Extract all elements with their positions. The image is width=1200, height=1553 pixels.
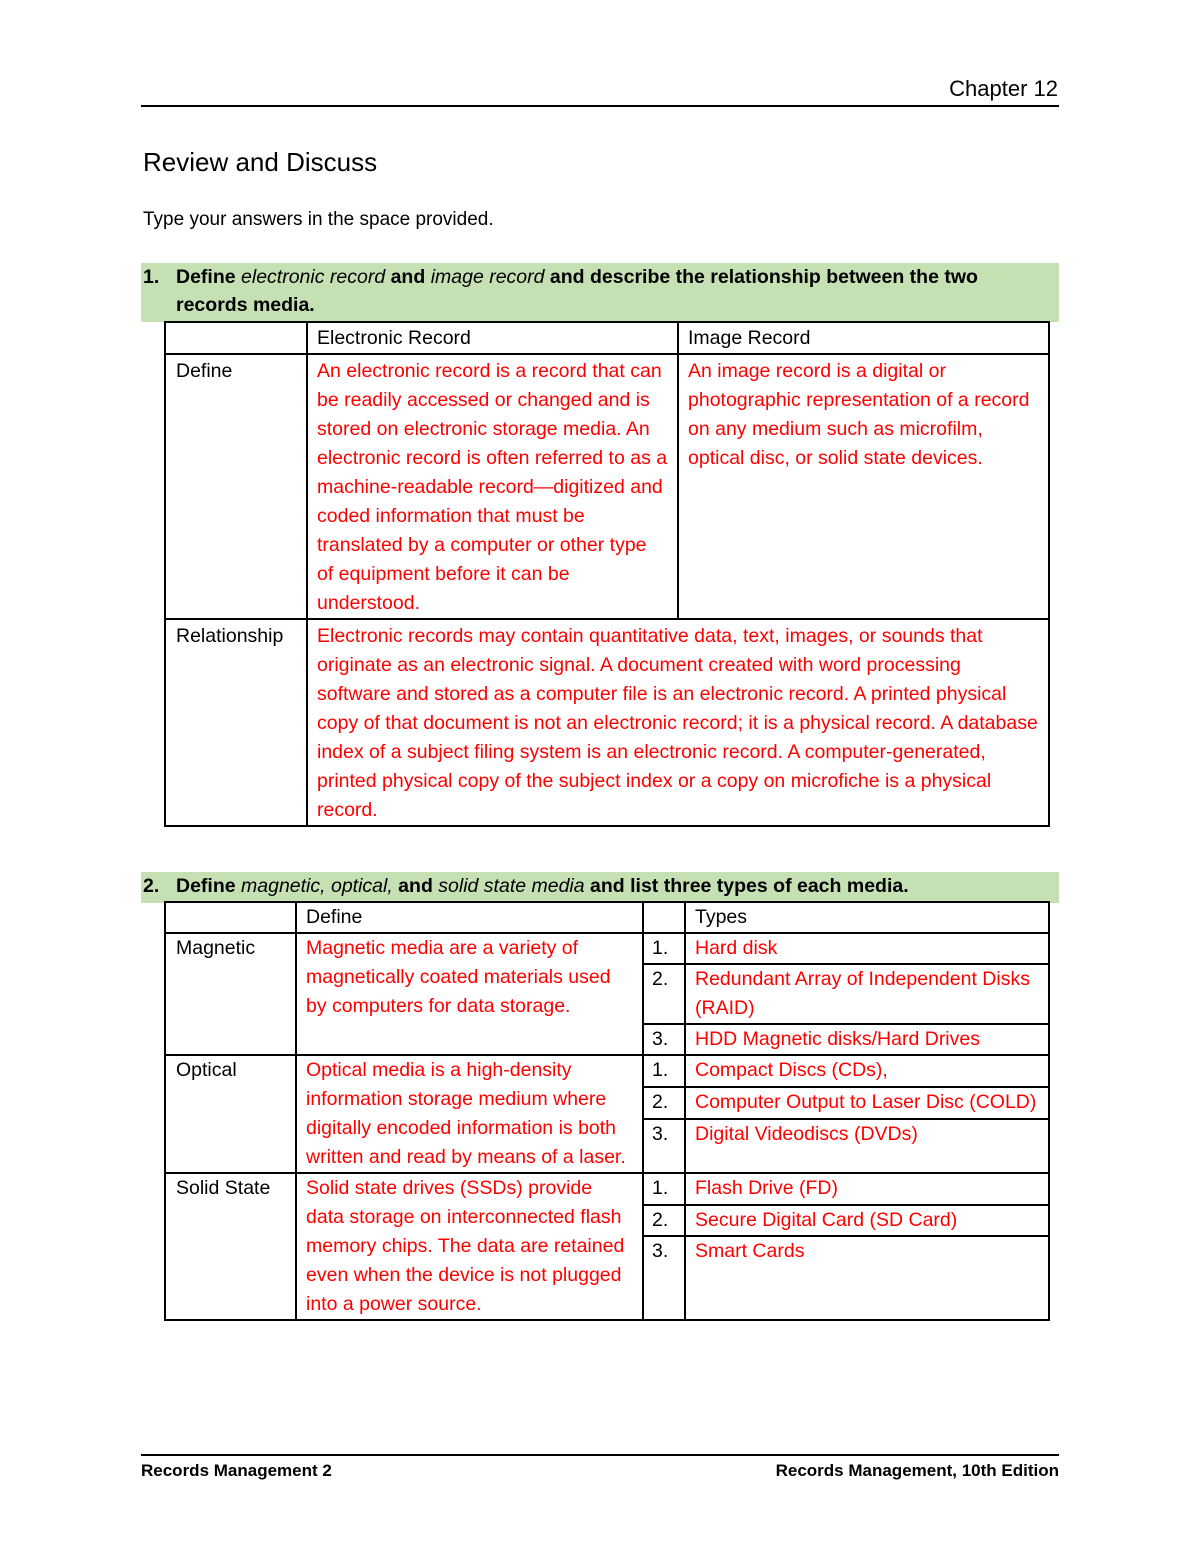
table-row-solid-state	[165, 1173, 1049, 1205]
instructions: Type your answers in the space provided.	[143, 209, 494, 230]
question-2-table	[164, 901, 1050, 1321]
type-number: 2.	[643, 964, 685, 1024]
table-header-row	[165, 322, 1049, 354]
column-header-define: Define	[296, 902, 643, 933]
row-label-optical: Optical	[165, 1055, 296, 1173]
column-header-electronic: Electronic Record	[307, 322, 678, 354]
type-number: 1.	[643, 1055, 685, 1087]
question-1-number: 1.	[143, 266, 160, 288]
table-row-magnetic	[165, 933, 1049, 964]
answer-electronic-definition[interactable]: An electronic record is a record that can be readily accessed or changed and is stored on electronic storage media. An electronic record is often referred to as a machine-readable record—digitized and coded information that must be translated by a computer or other type of equipment before it can be understood.	[307, 354, 678, 619]
corner-cell	[165, 902, 296, 933]
question-1-table	[164, 321, 1050, 827]
question-1-banner	[141, 263, 1059, 322]
question-1-line-1: Define electronic record and image record and describe the relationship between the two	[176, 266, 978, 288]
table-header-row	[165, 902, 1049, 933]
answer-solid-state-definition[interactable]: Solid state drives (SSDs) provide data storage on interconnected flash memory chips. The data are retained even when the device is not plugged into a power source.	[296, 1173, 643, 1320]
question-2-banner	[141, 872, 1059, 903]
answer-relationship[interactable]: Electronic records may contain quantitative data, text, images, or sounds that originate as an electronic signal. A document created with word processing software and stored as a computer file is an electronic record. A printed physical copy of that document is not an electronic record; it is a physical record. A database index of a subject filing system is an electronic record. A computer-generated, printed physical copy of the subject index or a copy on microfiche is a physical record.	[307, 619, 1049, 826]
section-title: Review and Discuss	[143, 147, 378, 177]
answer-magnetic-type-1[interactable]: Hard disk	[685, 933, 1049, 964]
row-label-solid-state: Solid State	[165, 1173, 296, 1320]
question-1-line-2: records media.	[176, 294, 315, 316]
answer-solid-state-type-1[interactable]: Flash Drive (FD)	[685, 1173, 1049, 1205]
table-row-define	[165, 354, 1049, 619]
footer-rule	[141, 1454, 1059, 1456]
header-rule	[141, 105, 1059, 107]
answer-optical-type-3[interactable]: Digital Videodiscs (DVDs)	[685, 1119, 1049, 1173]
type-number: 2.	[643, 1087, 685, 1119]
question-2-text: Define magnetic, optical, and solid state media and list three types of each media.	[176, 875, 909, 897]
answer-image-definition[interactable]: An image record is a digital or photographic representation of a record on any medium such as microfilm, optical disc, or solid state devices.	[678, 354, 1049, 619]
answer-optical-type-2[interactable]: Computer Output to Laser Disc (COLD)	[685, 1087, 1049, 1119]
type-number: 1.	[643, 1173, 685, 1205]
corner-cell	[165, 322, 307, 354]
type-number: 3.	[643, 1119, 685, 1173]
answer-optical-type-1[interactable]: Compact Discs (CDs),	[685, 1055, 1049, 1087]
column-header-image: Image Record	[678, 322, 1049, 354]
answer-solid-state-type-3[interactable]: Smart Cards	[685, 1236, 1049, 1320]
type-number: 3.	[643, 1024, 685, 1055]
answer-optical-definition[interactable]: Optical media is a high-density information storage medium where digitally encoded information is both written and read by means of a laser.	[296, 1055, 643, 1173]
type-number: 1.	[643, 933, 685, 964]
question-2-number: 2.	[143, 875, 160, 897]
answer-magnetic-definition[interactable]: Magnetic media are a variety of magnetically coated materials used by computers for data storage.	[296, 933, 643, 1055]
answer-magnetic-type-3[interactable]: HDD Magnetic disks/Hard Drives	[685, 1024, 1049, 1055]
footer-left: Records Management 2	[141, 1461, 332, 1480]
column-header-number	[643, 902, 685, 933]
type-number: 3.	[643, 1236, 685, 1320]
chapter-header: Chapter 12	[949, 76, 1058, 101]
row-label-relationship: Relationship	[165, 619, 307, 826]
row-label-magnetic: Magnetic	[165, 933, 296, 1055]
row-label-define: Define	[165, 354, 307, 619]
footer-right: Records Management, 10th Edition	[775, 1461, 1059, 1480]
answer-magnetic-type-2[interactable]: Redundant Array of Independent Disks (RAID)	[685, 964, 1049, 1024]
type-number: 2.	[643, 1205, 685, 1237]
table-row-optical	[165, 1055, 1049, 1087]
answer-solid-state-type-2[interactable]: Secure Digital Card (SD Card)	[685, 1205, 1049, 1237]
column-header-types: Types	[685, 902, 1049, 933]
table-row-relationship	[165, 619, 1049, 826]
